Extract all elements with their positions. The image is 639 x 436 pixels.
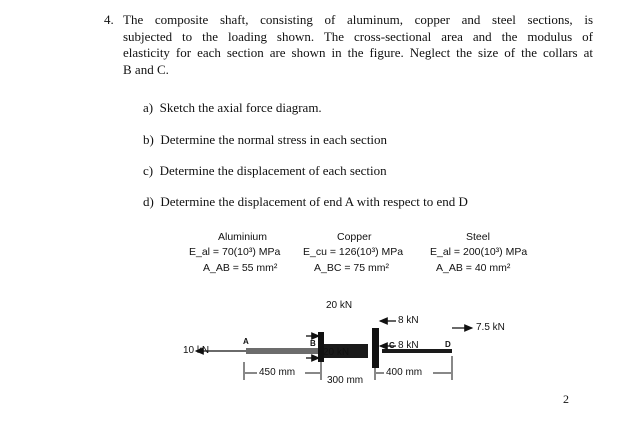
question-line: B and C. xyxy=(123,61,169,77)
part-label: c) xyxy=(143,163,154,178)
part-label: a) xyxy=(143,100,154,115)
modulus-copper: E_cu = 126(10³) MPa xyxy=(303,246,404,258)
aluminium-section xyxy=(246,348,320,354)
modulus-steel: E_al = 200(10³) MPa xyxy=(430,246,528,258)
load-label-c-bottom: 8 kN xyxy=(398,340,419,351)
load-label-c-top: 8 kN xyxy=(398,315,419,326)
modulus-aluminium: E_al = 70(10³) MPa xyxy=(189,246,281,258)
point-label-c: C xyxy=(389,341,395,350)
question-number: 4. xyxy=(104,12,114,27)
load-label-b-bottom: 20 kN xyxy=(323,347,350,358)
part-label: b) xyxy=(143,132,154,147)
part-text: Determine the normal stress in each section xyxy=(160,132,388,147)
point-label-d: D xyxy=(445,340,451,349)
dimension-label-ab: 450 mm xyxy=(259,367,296,378)
load-label-b-top: 20 kN xyxy=(326,300,353,311)
dimension-label-cd: 400 mm xyxy=(386,367,423,378)
material-name-copper: Copper xyxy=(337,231,372,243)
area-steel: A_AB = 40 mm² xyxy=(436,262,511,274)
part-text: Determine the displacement of end A with respect to end D xyxy=(160,194,468,209)
collar-c xyxy=(372,328,379,368)
part-label: d) xyxy=(143,194,154,209)
page-number: 2 xyxy=(563,392,569,406)
load-label-left: 10 kN xyxy=(183,345,210,356)
load-label-right: 7.5 kN xyxy=(476,322,505,333)
part-text: Determine the displacement of each section xyxy=(159,163,387,178)
question-line: elasticity for each section are shown in the figure. Neglect the size of the collars at xyxy=(123,45,593,60)
material-name-aluminium: Aluminium xyxy=(218,231,268,243)
question-line: subjected to the loading shown. The cross-sectional area and the modulus of xyxy=(123,28,593,44)
question-line: The composite shaft, consisting of aluminum, copper and steel sections, is xyxy=(123,12,593,27)
point-label-b: B xyxy=(310,339,316,348)
area-copper: A_BC = 75 mm² xyxy=(314,262,389,274)
area-aluminium: A_AB = 55 mm² xyxy=(203,262,278,274)
material-name-steel: Steel xyxy=(466,231,490,243)
part-text: Sketch the axial force diagram. xyxy=(159,100,322,115)
dimension-label-bc: 300 mm xyxy=(327,375,364,386)
point-label-a: A xyxy=(243,337,249,346)
